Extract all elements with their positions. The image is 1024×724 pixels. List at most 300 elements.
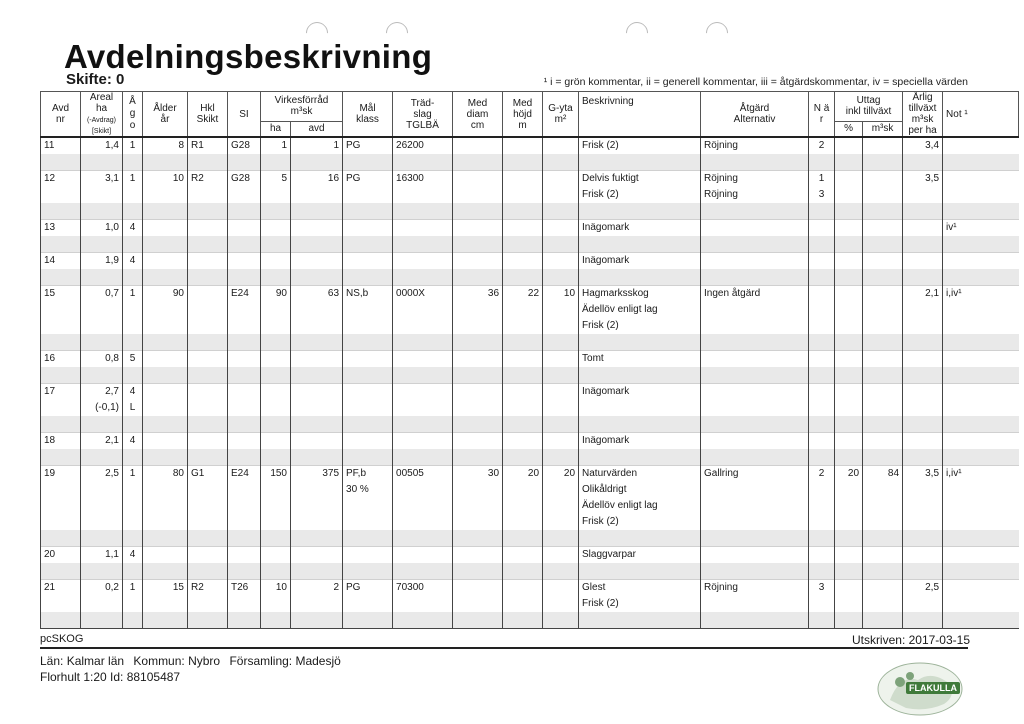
spacer-cell bbox=[701, 334, 809, 351]
cell-gyta bbox=[543, 253, 579, 270]
cell-alder: 10 bbox=[143, 171, 188, 188]
cell-avd: 18 bbox=[41, 433, 81, 450]
cell-ago bbox=[123, 302, 143, 318]
cell-uttag-pct bbox=[835, 498, 863, 514]
cell-atgard bbox=[701, 351, 809, 368]
cell-vf-avd bbox=[291, 547, 343, 564]
cell-gyta: 20 bbox=[543, 466, 579, 483]
spacer-cell bbox=[261, 236, 291, 253]
spacer-cell bbox=[261, 530, 291, 547]
spacer-cell bbox=[943, 530, 1019, 547]
cell-atgard: Gallring bbox=[701, 466, 809, 483]
spacer-cell bbox=[579, 563, 701, 580]
spacer-cell bbox=[809, 367, 835, 384]
cell-arlig bbox=[903, 187, 943, 203]
spacer-cell bbox=[835, 236, 863, 253]
page-title: Avdelningsbeskrivning bbox=[64, 38, 433, 75]
row-spacer bbox=[41, 269, 1019, 286]
cell-alder bbox=[143, 253, 188, 270]
cell-hkl bbox=[188, 482, 228, 498]
cell-nar bbox=[809, 384, 835, 401]
cell-tgl: 0000X bbox=[393, 286, 453, 303]
spacer-cell bbox=[453, 367, 503, 384]
spacer-cell bbox=[701, 269, 809, 286]
spacer-cell bbox=[291, 449, 343, 466]
spacer-cell bbox=[903, 154, 943, 171]
cell-avd: 13 bbox=[41, 220, 81, 237]
table-row bbox=[41, 302, 1019, 318]
cell-arlig bbox=[903, 253, 943, 270]
cell-beskrivning: Inägomark bbox=[579, 220, 701, 237]
spacer-cell bbox=[291, 236, 343, 253]
cell-areal: 2,7 bbox=[81, 384, 123, 401]
spacer-cell bbox=[453, 416, 503, 433]
spacer-cell bbox=[453, 154, 503, 171]
cell-uttag-m3sk bbox=[863, 498, 903, 514]
spacer-cell bbox=[503, 236, 543, 253]
spacer-cell bbox=[809, 563, 835, 580]
spacer-cell bbox=[261, 203, 291, 220]
region-info bbox=[40, 654, 347, 668]
spacer-cell bbox=[343, 334, 393, 351]
cell-hkl bbox=[188, 286, 228, 303]
spacer-cell bbox=[835, 154, 863, 171]
cell-arlig: 3,5 bbox=[903, 171, 943, 188]
cell-vf-avd bbox=[291, 253, 343, 270]
spacer-cell bbox=[579, 203, 701, 220]
spacer-cell bbox=[903, 269, 943, 286]
cell-uttag-pct bbox=[835, 187, 863, 203]
table-row bbox=[41, 171, 1019, 188]
spacer-cell bbox=[863, 236, 903, 253]
spacer-cell bbox=[453, 530, 503, 547]
cell-vf-ha bbox=[261, 220, 291, 237]
cell-alder: 15 bbox=[143, 580, 188, 597]
spacer-cell bbox=[543, 203, 579, 220]
spacer-cell bbox=[188, 203, 228, 220]
cell-vf-ha bbox=[261, 498, 291, 514]
cell-beskrivning: Inägomark bbox=[579, 433, 701, 450]
spacer-cell bbox=[343, 203, 393, 220]
spacer-cell bbox=[701, 612, 809, 629]
cell-avd bbox=[41, 302, 81, 318]
spacer-cell bbox=[393, 269, 453, 286]
cell-not bbox=[943, 137, 1019, 154]
spacer-cell bbox=[393, 416, 453, 433]
row-spacer bbox=[41, 449, 1019, 466]
cell-areal bbox=[81, 318, 123, 334]
spacer-cell bbox=[863, 203, 903, 220]
row-spacer bbox=[41, 367, 1019, 384]
spacer-cell bbox=[143, 563, 188, 580]
cell-diam bbox=[453, 384, 503, 401]
cell-tgl bbox=[393, 302, 453, 318]
cell-areal: 0,7 bbox=[81, 286, 123, 303]
cell-nar bbox=[809, 498, 835, 514]
spacer-cell bbox=[228, 203, 261, 220]
cell-uttag-pct bbox=[835, 220, 863, 237]
cell-tgl bbox=[393, 596, 453, 612]
cell-avd: 20 bbox=[41, 547, 81, 564]
cell-hojd bbox=[503, 318, 543, 334]
col-uttag-pct: % bbox=[835, 121, 863, 137]
cell-si: T26 bbox=[228, 580, 261, 597]
col-hkl: Hkl Skikt bbox=[188, 92, 228, 138]
cell-gyta bbox=[543, 433, 579, 450]
cell-mal bbox=[343, 318, 393, 334]
spacer-cell bbox=[228, 416, 261, 433]
cell-hkl bbox=[188, 433, 228, 450]
spacer-cell bbox=[701, 236, 809, 253]
cell-beskrivning: Glest bbox=[579, 580, 701, 597]
cell-ago bbox=[123, 596, 143, 612]
cell-atgard: Ingen åtgärd bbox=[701, 286, 809, 303]
cell-atgard bbox=[701, 596, 809, 612]
cell-atgard bbox=[701, 547, 809, 564]
spacer-cell bbox=[188, 530, 228, 547]
cell-vf-avd: 1 bbox=[291, 137, 343, 154]
cell-uttag-pct bbox=[835, 547, 863, 564]
cell-diam bbox=[453, 351, 503, 368]
col-avd: Avd nr bbox=[41, 92, 81, 138]
cell-gyta bbox=[543, 351, 579, 368]
spacer-cell bbox=[835, 269, 863, 286]
table-row bbox=[41, 220, 1019, 237]
spacer-cell bbox=[701, 203, 809, 220]
spacer-cell bbox=[503, 449, 543, 466]
cell-uttag-pct bbox=[835, 384, 863, 401]
cell-diam bbox=[453, 514, 503, 530]
cell-areal bbox=[81, 514, 123, 530]
cell-uttag-m3sk bbox=[863, 171, 903, 188]
cell-vf-avd bbox=[291, 351, 343, 368]
col-beskrivning: Beskrivning bbox=[579, 92, 701, 138]
cell-nar bbox=[809, 220, 835, 237]
cell-vf-avd bbox=[291, 400, 343, 416]
spacer-cell bbox=[188, 612, 228, 629]
spacer-cell bbox=[188, 269, 228, 286]
spacer-cell bbox=[579, 334, 701, 351]
row-spacer bbox=[41, 236, 1019, 253]
spacer-cell bbox=[291, 203, 343, 220]
spacer-cell bbox=[503, 612, 543, 629]
spacer-cell bbox=[123, 612, 143, 629]
cell-hojd bbox=[503, 547, 543, 564]
cell-diam bbox=[453, 547, 503, 564]
spacer-cell bbox=[343, 563, 393, 580]
spacer-cell bbox=[123, 203, 143, 220]
spacer-cell bbox=[41, 612, 81, 629]
spacer-cell bbox=[41, 334, 81, 351]
spacer-cell bbox=[188, 563, 228, 580]
cell-beskrivning: Ädellöv enligt lag bbox=[579, 302, 701, 318]
cell-vf-ha bbox=[261, 400, 291, 416]
spacer-cell bbox=[863, 416, 903, 433]
cell-uttag-pct bbox=[835, 482, 863, 498]
cell-arlig: 3,4 bbox=[903, 137, 943, 154]
cell-atgard bbox=[701, 433, 809, 450]
spacer-cell bbox=[809, 416, 835, 433]
cell-diam bbox=[453, 302, 503, 318]
cell-vf-ha bbox=[261, 302, 291, 318]
cell-alder bbox=[143, 220, 188, 237]
spacer-cell bbox=[863, 612, 903, 629]
cell-alder: 80 bbox=[143, 466, 188, 483]
spacer-cell bbox=[943, 236, 1019, 253]
cell-gyta bbox=[543, 400, 579, 416]
cell-beskrivning: Frisk (2) bbox=[579, 596, 701, 612]
cell-not bbox=[943, 400, 1019, 416]
col-tradslag: Träd- slag TGLBÄ bbox=[393, 92, 453, 138]
cell-hkl: R1 bbox=[188, 137, 228, 154]
cell-avd bbox=[41, 400, 81, 416]
spacer-cell bbox=[543, 530, 579, 547]
cell-areal: 3,1 bbox=[81, 171, 123, 188]
cell-hkl bbox=[188, 384, 228, 401]
cell-uttag-m3sk bbox=[863, 220, 903, 237]
spacer-cell bbox=[809, 334, 835, 351]
cell-uttag-pct bbox=[835, 171, 863, 188]
cell-si bbox=[228, 547, 261, 564]
cell-mal bbox=[343, 351, 393, 368]
cell-nar bbox=[809, 547, 835, 564]
cell-beskrivning: Frisk (2) bbox=[579, 318, 701, 334]
cell-areal: 1,1 bbox=[81, 547, 123, 564]
col-uttag: Uttag inkl tillväxt bbox=[835, 92, 903, 122]
cell-hkl bbox=[188, 302, 228, 318]
spacer-cell bbox=[809, 269, 835, 286]
cell-alder: 8 bbox=[143, 137, 188, 154]
cell-arlig bbox=[903, 384, 943, 401]
cell-gyta bbox=[543, 596, 579, 612]
col-si: SI bbox=[228, 92, 261, 138]
cell-si bbox=[228, 514, 261, 530]
spacer-cell bbox=[188, 449, 228, 466]
cell-mal bbox=[343, 547, 393, 564]
cell-vf-avd bbox=[291, 596, 343, 612]
cell-diam bbox=[453, 137, 503, 154]
cell-beskrivning: Frisk (2) bbox=[579, 137, 701, 154]
spacer-cell bbox=[503, 269, 543, 286]
cell-vf-ha bbox=[261, 596, 291, 612]
spacer-cell bbox=[809, 530, 835, 547]
cell-vf-ha bbox=[261, 433, 291, 450]
table-row bbox=[41, 482, 1019, 498]
spacer-cell bbox=[188, 154, 228, 171]
cell-arlig bbox=[903, 318, 943, 334]
cell-atgard: Röjning bbox=[701, 137, 809, 154]
cell-mal: 30 % bbox=[343, 482, 393, 498]
spacer-cell bbox=[123, 449, 143, 466]
spacer-cell bbox=[188, 236, 228, 253]
spacer-cell bbox=[903, 334, 943, 351]
cell-gyta bbox=[543, 171, 579, 188]
cell-diam bbox=[453, 400, 503, 416]
spacer-cell bbox=[943, 449, 1019, 466]
cell-arlig bbox=[903, 302, 943, 318]
cell-uttag-pct bbox=[835, 318, 863, 334]
cell-arlig bbox=[903, 482, 943, 498]
cell-si bbox=[228, 384, 261, 401]
cell-areal: 0,8 bbox=[81, 351, 123, 368]
cell-diam bbox=[453, 498, 503, 514]
spacer-cell bbox=[228, 367, 261, 384]
cell-beskrivning: Tomt bbox=[579, 351, 701, 368]
cell-uttag-pct bbox=[835, 514, 863, 530]
cell-beskrivning: Inägomark bbox=[579, 253, 701, 270]
spacer-cell bbox=[393, 530, 453, 547]
cell-si: E24 bbox=[228, 286, 261, 303]
spacer-cell bbox=[503, 154, 543, 171]
spacer-cell bbox=[543, 367, 579, 384]
cell-arlig bbox=[903, 514, 943, 530]
spacer-cell bbox=[228, 334, 261, 351]
cell-si: G28 bbox=[228, 171, 261, 188]
col-arlig-tillvaxt: Årlig tillväxt m³sk per ha bbox=[903, 92, 943, 138]
legend-note: ¹ i = grön kommentar, ii = generell kommentar, iii = åtgärdskommentar, iv = speciella värden bbox=[543, 76, 968, 88]
spacer-cell bbox=[835, 530, 863, 547]
cell-vf-ha: 150 bbox=[261, 466, 291, 483]
cell-avd bbox=[41, 482, 81, 498]
cell-gyta bbox=[543, 547, 579, 564]
cell-beskrivning: Olikåldrigt bbox=[579, 482, 701, 498]
cell-hojd bbox=[503, 351, 543, 368]
cell-uttag-m3sk bbox=[863, 514, 903, 530]
cell-avd: 19 bbox=[41, 466, 81, 483]
spacer-cell bbox=[943, 612, 1019, 629]
cell-arlig bbox=[903, 547, 943, 564]
cell-nar bbox=[809, 351, 835, 368]
table-row bbox=[41, 466, 1019, 483]
spacer-cell bbox=[81, 449, 123, 466]
cell-nar bbox=[809, 302, 835, 318]
col-uttag-m3sk: m³sk bbox=[863, 121, 903, 137]
spacer-cell bbox=[41, 416, 81, 433]
cell-gyta bbox=[543, 580, 579, 597]
spacer-cell bbox=[291, 612, 343, 629]
cell-hojd: 22 bbox=[503, 286, 543, 303]
cell-alder: 90 bbox=[143, 286, 188, 303]
cell-si bbox=[228, 187, 261, 203]
spacer-cell bbox=[579, 416, 701, 433]
spacer-cell bbox=[453, 449, 503, 466]
table-row bbox=[41, 580, 1019, 597]
spacer-cell bbox=[143, 154, 188, 171]
spacer-cell bbox=[261, 416, 291, 433]
cell-hkl bbox=[188, 318, 228, 334]
cell-alder bbox=[143, 400, 188, 416]
spacer-cell bbox=[543, 236, 579, 253]
spacer-cell bbox=[543, 154, 579, 171]
cell-tgl bbox=[393, 220, 453, 237]
spacer-cell bbox=[143, 203, 188, 220]
cell-mal bbox=[343, 498, 393, 514]
spacer-cell bbox=[393, 367, 453, 384]
spacer-cell bbox=[143, 449, 188, 466]
cell-not bbox=[943, 580, 1019, 597]
spacer-cell bbox=[143, 612, 188, 629]
table-body bbox=[41, 137, 1019, 629]
cell-hkl bbox=[188, 400, 228, 416]
spacer-cell bbox=[579, 449, 701, 466]
cell-beskrivning: Naturvärden bbox=[579, 466, 701, 483]
spacer-cell bbox=[343, 612, 393, 629]
spacer-cell bbox=[903, 203, 943, 220]
cell-atgard: Röjning bbox=[701, 580, 809, 597]
cell-vf-ha bbox=[261, 318, 291, 334]
spacer-cell bbox=[343, 269, 393, 286]
spacer-cell bbox=[393, 154, 453, 171]
cell-areal: 2,5 bbox=[81, 466, 123, 483]
table-row bbox=[41, 253, 1019, 270]
cell-hkl bbox=[188, 547, 228, 564]
spacer-cell bbox=[228, 236, 261, 253]
program-name: pcSKOG bbox=[40, 633, 84, 645]
cell-alder bbox=[143, 514, 188, 530]
col-not: Not ¹ bbox=[943, 92, 1019, 138]
cell-avd: 15 bbox=[41, 286, 81, 303]
cell-tgl: 70300 bbox=[393, 580, 453, 597]
cell-ago: 5 bbox=[123, 351, 143, 368]
cell-arlig bbox=[903, 220, 943, 237]
spacer-cell bbox=[393, 563, 453, 580]
spacer-cell bbox=[41, 367, 81, 384]
cell-alder bbox=[143, 384, 188, 401]
cell-mal: PG bbox=[343, 137, 393, 154]
col-med-diam: Med diam cm bbox=[453, 92, 503, 138]
spacer-cell bbox=[543, 334, 579, 351]
cell-uttag-pct bbox=[835, 286, 863, 303]
row-spacer bbox=[41, 563, 1019, 580]
cell-beskrivning: Inägomark bbox=[579, 384, 701, 401]
cell-not bbox=[943, 318, 1019, 334]
spacer-cell bbox=[503, 334, 543, 351]
col-areal: Areal ha (-Avdrag) [Skikt] bbox=[81, 92, 123, 138]
cell-alder bbox=[143, 498, 188, 514]
cell-nar bbox=[809, 286, 835, 303]
spacer-cell bbox=[143, 334, 188, 351]
spacer-cell bbox=[701, 449, 809, 466]
spacer-cell bbox=[503, 203, 543, 220]
property-location: Florhult 1:20 Id: 88105487 bbox=[40, 670, 181, 684]
cell-tgl bbox=[393, 514, 453, 530]
spacer-cell bbox=[453, 563, 503, 580]
cell-nar bbox=[809, 514, 835, 530]
cell-mal bbox=[343, 433, 393, 450]
cell-ago bbox=[123, 187, 143, 203]
cell-areal bbox=[81, 596, 123, 612]
cell-mal bbox=[343, 514, 393, 530]
spacer-cell bbox=[543, 416, 579, 433]
cell-si bbox=[228, 400, 261, 416]
cell-uttag-pct: 20 bbox=[835, 466, 863, 483]
cell-ago bbox=[123, 514, 143, 530]
cell-uttag-pct bbox=[835, 253, 863, 270]
cell-hojd bbox=[503, 433, 543, 450]
cell-nar bbox=[809, 400, 835, 416]
cell-uttag-pct bbox=[835, 302, 863, 318]
spacer-cell bbox=[863, 269, 903, 286]
cell-areal: 0,2 bbox=[81, 580, 123, 597]
cell-vf-avd bbox=[291, 498, 343, 514]
cell-gyta bbox=[543, 482, 579, 498]
cell-vf-avd bbox=[291, 433, 343, 450]
cell-uttag-m3sk bbox=[863, 433, 903, 450]
cell-vf-ha: 90 bbox=[261, 286, 291, 303]
cell-beskrivning: Hagmarksskog bbox=[579, 286, 701, 303]
cell-hkl: G1 bbox=[188, 466, 228, 483]
spacer-cell bbox=[291, 269, 343, 286]
